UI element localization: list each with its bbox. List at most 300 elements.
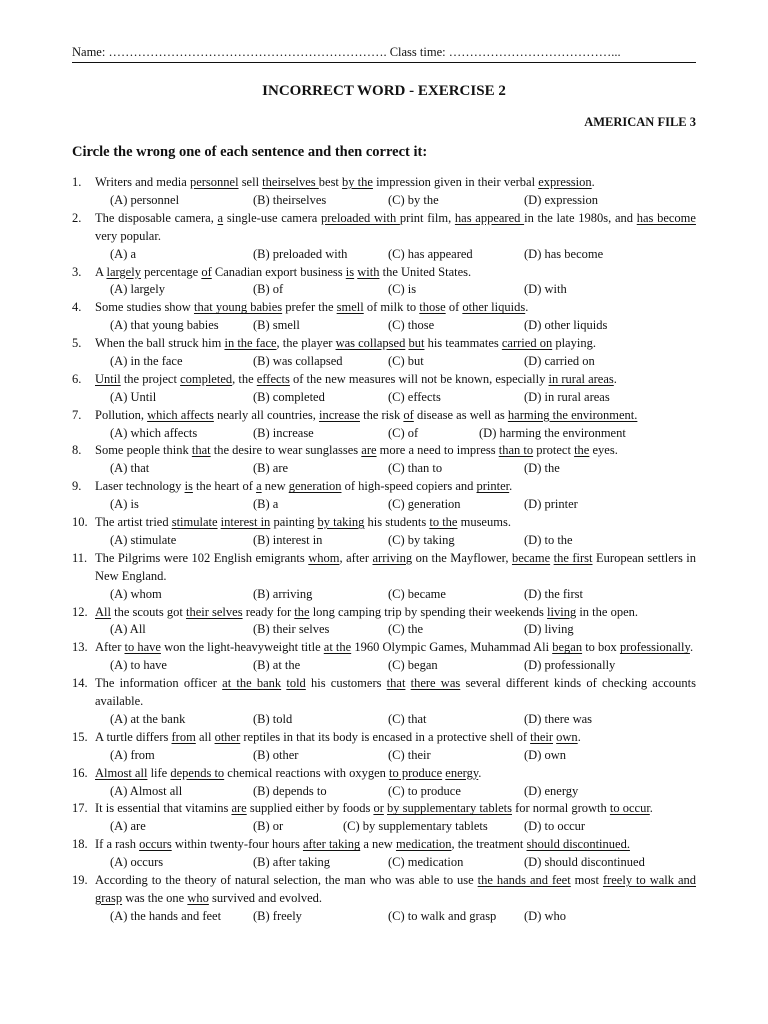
- sentence-text: very popular.: [95, 228, 161, 243]
- underlined-choice[interactable]: than to: [498, 443, 534, 458]
- answer-option[interactable]: (B) other: [253, 747, 299, 762]
- sentence-text: all: [195, 729, 215, 744]
- question-sentence: [72, 550, 696, 586]
- answer-option[interactable]: (C) than to: [388, 461, 443, 476]
- underlined-choice[interactable]: but: [408, 336, 425, 351]
- answer-options: [72, 246, 696, 264]
- answer-option[interactable]: (D) carried on: [524, 354, 595, 368]
- answer-option[interactable]: (C) effects: [388, 389, 441, 404]
- underlined-choice[interactable]: interest in: [220, 515, 271, 530]
- sentence-text: chemical reactions with oxygen: [224, 765, 390, 780]
- answer-option[interactable]: (D) who: [524, 908, 567, 923]
- underlined-choice[interactable]: in rural areas: [548, 371, 614, 386]
- underlined-choice[interactable]: are: [231, 801, 247, 816]
- sentence-text: , the: [232, 371, 257, 386]
- underlined-choice[interactable]: Until: [95, 371, 121, 386]
- sentence-text: the desire to wear sunglasses: [210, 443, 362, 458]
- underlined-choice[interactable]: there was: [410, 676, 461, 691]
- answer-option[interactable]: (B) arriving: [253, 586, 313, 601]
- underlined-choice[interactable]: generation: [288, 479, 342, 494]
- answer-option[interactable]: (C) became: [388, 586, 446, 601]
- sentence-text: .: [689, 640, 694, 655]
- answer-option[interactable]: (C) by supplementary tablets: [343, 819, 488, 834]
- sentence-text: to box: [582, 640, 620, 655]
- sentence-text: disease as well as: [413, 407, 508, 422]
- sentence-text: protect: [533, 443, 575, 458]
- underlined-choice[interactable]: became: [511, 550, 551, 565]
- answer-option[interactable]: (B) was collapsed: [253, 354, 343, 368]
- sentence-text: single-use camera: [223, 210, 321, 225]
- name-class-line: [72, 44, 696, 63]
- underlined-choice[interactable]: was collapsed: [335, 336, 406, 351]
- question-item: [72, 604, 696, 640]
- sentence-text: for normal growth: [511, 801, 610, 816]
- question-number: 9.: [72, 479, 82, 494]
- question-item: [72, 800, 696, 836]
- sentence-text: more a need to impress: [376, 443, 499, 458]
- sentence-text: When the ball struck him: [95, 336, 225, 351]
- sentence-text: print film,: [399, 210, 455, 225]
- sentence-text: in the open.: [576, 604, 638, 619]
- underlined-choice[interactable]: is: [345, 264, 355, 279]
- answer-options: [72, 783, 696, 801]
- answer-option[interactable]: (A) from: [110, 747, 155, 762]
- question-item: [72, 264, 696, 300]
- answer-option[interactable]: (B) increase: [253, 425, 314, 440]
- underlined-choice[interactable]: of: [201, 264, 212, 279]
- question-item: [72, 442, 696, 478]
- answer-options: [72, 317, 696, 335]
- answer-option[interactable]: (A) at the bank: [110, 711, 186, 726]
- question-item: [72, 478, 696, 514]
- underlined-choice[interactable]: professionally: [619, 640, 690, 655]
- sentence-text: of the new measures will not be known, especially: [289, 371, 549, 386]
- underlined-choice[interactable]: from: [171, 729, 196, 744]
- sentence-text: A turtle differs: [95, 729, 172, 744]
- sentence-text: The disposable camera,: [95, 210, 218, 225]
- answer-option[interactable]: (B) told: [253, 711, 293, 726]
- question-item: [72, 335, 696, 371]
- question-item: [72, 174, 696, 210]
- answer-options: [72, 281, 696, 299]
- underlined-choice[interactable]: of: [403, 407, 414, 422]
- sentence-text: According to the theory of natural selection, the man who was able to use: [95, 873, 478, 888]
- answer-option[interactable]: (D) there was: [524, 711, 593, 726]
- answer-options: [72, 389, 696, 407]
- answer-option[interactable]: (C) by the: [388, 192, 439, 207]
- underlined-choice[interactable]: other: [214, 729, 241, 744]
- underlined-choice[interactable]: completed: [180, 371, 233, 386]
- answer-options: [72, 586, 696, 604]
- underlined-choice[interactable]: carried on: [501, 336, 553, 351]
- answer-option[interactable]: (B) at the: [253, 658, 301, 673]
- sentence-text: playing.: [552, 336, 596, 351]
- sentence-text: most: [570, 873, 603, 888]
- question-sentence: [72, 407, 696, 425]
- answer-option[interactable]: (D) other liquids: [524, 318, 608, 333]
- sentence-text: .: [649, 801, 653, 816]
- underlined-choice[interactable]: who: [187, 890, 209, 905]
- sentence-text: European settlers in New England.: [95, 550, 697, 583]
- question-number: 5.: [72, 336, 82, 351]
- sentence-text: survived and evolved.: [208, 890, 323, 905]
- underlined-choice[interactable]: to occur: [609, 801, 650, 816]
- question-sentence: [72, 299, 696, 317]
- underlined-choice[interactable]: preloaded with: [321, 210, 400, 225]
- answer-option[interactable]: (A) Until: [110, 389, 157, 404]
- answer-option[interactable]: (B) depends to: [253, 783, 327, 798]
- underlined-choice[interactable]: which affects: [147, 407, 214, 422]
- underlined-choice[interactable]: printer: [476, 479, 510, 494]
- sentence-text: Some studies show: [95, 300, 194, 315]
- underlined-choice[interactable]: that: [191, 443, 211, 458]
- answer-option[interactable]: (C) the: [388, 622, 424, 637]
- sentence-text: .: [591, 175, 595, 189]
- underlined-choice[interactable]: a: [217, 210, 224, 225]
- sentence-text: .: [577, 729, 581, 744]
- answer-option[interactable]: (B) preloaded with: [253, 246, 348, 261]
- answer-option[interactable]: (C) of: [388, 425, 419, 440]
- sentence-text: the risk: [359, 407, 404, 422]
- sentence-text: his students: [364, 515, 430, 530]
- sentence-text: Laser technology: [95, 479, 185, 494]
- sentence-text: sell: [238, 175, 263, 189]
- sentence-text: .: [525, 300, 529, 315]
- answer-option[interactable]: (A) that young babies: [110, 318, 219, 333]
- sentence-text: on the Mayflower,: [412, 550, 512, 565]
- answer-options: [72, 192, 696, 210]
- underlined-choice[interactable]: stimulate: [171, 515, 218, 530]
- answer-option[interactable]: (D) in rural areas: [524, 389, 610, 404]
- underlined-choice[interactable]: in the face: [224, 336, 277, 351]
- underlined-choice[interactable]: arriving: [372, 550, 413, 565]
- answer-option[interactable]: (C) medication: [388, 855, 464, 870]
- answer-option[interactable]: (C) began: [388, 658, 438, 673]
- sentence-text: eyes.: [589, 443, 618, 458]
- sentence-text: It is essential that vitamins: [95, 801, 232, 816]
- underlined-choice[interactable]: smell: [336, 300, 364, 315]
- underlined-choice[interactable]: those: [419, 300, 446, 315]
- sentence-text: Writers and media: [95, 175, 190, 189]
- underlined-choice[interactable]: to the: [429, 515, 458, 530]
- sentence-text: in the late 1980s, and: [524, 210, 637, 225]
- answer-option[interactable]: (C) but: [388, 354, 424, 368]
- underlined-choice[interactable]: living: [547, 604, 577, 619]
- answer-option[interactable]: (D) professionally: [524, 658, 616, 673]
- underlined-choice[interactable]: by the: [342, 175, 373, 189]
- question-number: 16.: [72, 765, 88, 780]
- underlined-choice[interactable]: harming the environment.: [507, 407, 638, 422]
- answer-option[interactable]: (A) stimulate: [110, 532, 177, 547]
- name-label: Name: ………………………………………………………….: [72, 45, 387, 59]
- question-sentence: [72, 800, 696, 818]
- answer-option[interactable]: (B) after taking: [253, 855, 331, 870]
- question-number: 19.: [72, 873, 88, 888]
- sentence-text: impression given in their verbal: [372, 175, 539, 189]
- question-sentence: [72, 872, 696, 908]
- underlined-choice[interactable]: the hands and feet: [477, 873, 571, 888]
- underlined-choice[interactable]: whom: [308, 550, 340, 565]
- answer-options: [72, 353, 696, 371]
- question-sentence: [72, 836, 696, 854]
- underlined-choice[interactable]: effects: [256, 371, 290, 386]
- question-sentence: [72, 729, 696, 747]
- underlined-choice[interactable]: to produce: [389, 765, 443, 780]
- underlined-choice[interactable]: are: [361, 443, 377, 458]
- underlined-choice[interactable]: own: [556, 729, 578, 744]
- answer-option[interactable]: (D) energy: [524, 783, 579, 798]
- sentence-text: , the player: [276, 336, 336, 351]
- underlined-choice[interactable]: a: [256, 479, 262, 494]
- underlined-choice[interactable]: their selves: [185, 604, 243, 619]
- sentence-text: the United States.: [379, 264, 472, 279]
- sentence-text: The Pilgrims were 102 English emigrants: [95, 550, 309, 565]
- sentence-text: new: [261, 479, 289, 494]
- underlined-choice[interactable]: personnel: [189, 175, 239, 189]
- answer-option[interactable]: (A) a: [110, 246, 137, 261]
- question-number: 12.: [72, 604, 88, 619]
- answer-options: [72, 532, 696, 550]
- answer-options: [72, 621, 696, 639]
- sentence-text: of milk to: [363, 300, 420, 315]
- answer-option[interactable]: (D) should discontinued: [524, 855, 645, 870]
- answer-option[interactable]: (D) printer: [524, 497, 578, 512]
- answer-option[interactable]: (C) that: [388, 711, 427, 726]
- sentence-text: within twenty-four hours: [171, 837, 303, 852]
- underlined-choice[interactable]: medication: [395, 837, 452, 852]
- question-sentence: [72, 371, 696, 389]
- answer-option[interactable]: (C) their: [388, 747, 431, 762]
- answer-option[interactable]: (B) interest in: [253, 532, 323, 547]
- question-list: [72, 174, 696, 926]
- answer-option[interactable]: (B) theirselves: [253, 192, 327, 207]
- sentence-text: prefer the: [282, 300, 337, 315]
- answer-option[interactable]: (D) living: [524, 622, 574, 637]
- underlined-choice[interactable]: All: [95, 604, 111, 619]
- underlined-choice[interactable]: by taking: [317, 515, 365, 530]
- underlined-choice[interactable]: has appeared: [454, 210, 525, 225]
- underlined-choice[interactable]: other liquids: [462, 300, 526, 315]
- underlined-choice[interactable]: Almost all: [95, 765, 148, 780]
- answer-option[interactable]: (A) which affects: [110, 425, 198, 440]
- answer-option[interactable]: (D) own: [524, 747, 567, 762]
- answer-option[interactable]: (D) has become: [524, 246, 604, 261]
- sentence-text: won the light-heavyweight title: [160, 640, 324, 655]
- question-item: [72, 514, 696, 550]
- sentence-text: .: [478, 765, 482, 780]
- answer-options: [72, 711, 696, 729]
- sentence-text: Canadian export business: [211, 264, 346, 279]
- underlined-choice[interactable]: largely: [106, 264, 141, 279]
- sentence-text: ready for: [242, 604, 295, 619]
- underlined-choice[interactable]: told: [286, 676, 306, 691]
- sentence-text: , after: [339, 550, 373, 565]
- question-item: [72, 407, 696, 443]
- underlined-choice[interactable]: with: [357, 264, 380, 279]
- underlined-choice[interactable]: to have: [124, 640, 161, 655]
- underlined-choice[interactable]: occurs: [139, 837, 172, 852]
- question-number: 15.: [72, 729, 88, 744]
- underlined-choice[interactable]: should discontinued.: [526, 837, 630, 852]
- question-item: [72, 550, 696, 604]
- underlined-choice[interactable]: is: [184, 479, 193, 494]
- answer-option[interactable]: (B) their selves: [253, 622, 330, 637]
- sentence-text: best: [318, 175, 343, 189]
- answer-option[interactable]: (A) personnel: [110, 192, 180, 207]
- answer-option[interactable]: (A) to have: [110, 658, 167, 673]
- answer-option[interactable]: (B) completed: [253, 389, 325, 404]
- underlined-choice[interactable]: began: [552, 640, 583, 655]
- sentence-text: of: [445, 300, 463, 315]
- answer-option[interactable]: (A) Almost all: [110, 783, 183, 798]
- answer-option[interactable]: (A) is: [110, 497, 139, 512]
- underlined-choice[interactable]: depends to: [170, 765, 225, 780]
- answer-options: [72, 657, 696, 675]
- question-item: [72, 639, 696, 675]
- underlined-choice[interactable]: at the bank: [222, 676, 282, 691]
- sentence-text: a new: [360, 837, 396, 852]
- sentence-text: , the treatment: [451, 837, 527, 852]
- answer-option[interactable]: (C) those: [388, 318, 435, 333]
- class-time-label: Class time: …………………………………...: [389, 45, 621, 59]
- answer-option[interactable]: (A) in the face: [110, 354, 183, 368]
- answer-options: [72, 496, 696, 514]
- underlined-choice[interactable]: theirselves: [262, 175, 319, 189]
- sentence-text: long camping trip by spending their weekends: [309, 604, 548, 619]
- question-number: 3.: [72, 264, 82, 279]
- sentence-text: the scouts got: [110, 604, 186, 619]
- question-number: 17.: [72, 801, 88, 816]
- sentence-text: supplied either by foods: [246, 801, 374, 816]
- answer-option[interactable]: (A) largely: [110, 282, 165, 297]
- question-item: [72, 836, 696, 872]
- question-number: 6.: [72, 371, 82, 386]
- underlined-choice[interactable]: their: [530, 729, 554, 744]
- answer-option[interactable]: (B) or: [253, 819, 284, 834]
- underlined-choice[interactable]: that: [386, 676, 406, 691]
- answer-option[interactable]: (D) the: [524, 461, 560, 476]
- question-sentence: [72, 675, 696, 711]
- answer-option[interactable]: (B) of: [253, 282, 284, 297]
- underlined-choice[interactable]: has become: [636, 210, 696, 225]
- answer-option[interactable]: (B) are: [253, 461, 289, 476]
- question-number: 11.: [72, 550, 88, 565]
- sentence-text: 1960 Olympic Games, Muhammad Ali: [351, 640, 553, 655]
- answer-option[interactable]: (C) to walk and grasp: [388, 908, 497, 923]
- question-number: 2.: [72, 210, 82, 225]
- question-number: 18.: [72, 837, 88, 852]
- question-number: 14.: [72, 676, 88, 691]
- question-item: [72, 675, 696, 729]
- underlined-choice[interactable]: freely to walk and grasp: [95, 873, 697, 905]
- question-sentence: [72, 442, 696, 460]
- answer-option[interactable]: (B) smell: [253, 318, 300, 333]
- answer-option[interactable]: (A) the hands and feet: [110, 908, 222, 923]
- answer-option[interactable]: (D) to the: [524, 532, 573, 547]
- sentence-text: percentage: [140, 264, 202, 279]
- underlined-choice[interactable]: energy: [445, 765, 479, 780]
- answer-option[interactable]: (A) All: [110, 622, 146, 637]
- sentence-text: A: [95, 264, 107, 279]
- answer-option[interactable]: (D) to occur: [524, 819, 586, 834]
- sentence-text: Some people think: [95, 443, 192, 458]
- question-sentence: [72, 335, 696, 353]
- sentence-text: life: [147, 765, 171, 780]
- question-number: 7.: [72, 407, 82, 422]
- answer-option[interactable]: (C) generation: [388, 497, 461, 512]
- answer-option[interactable]: (B) freely: [253, 908, 302, 923]
- question-number: 13.: [72, 640, 88, 655]
- question-sentence: [72, 210, 696, 246]
- sentence-text: the heart of: [192, 479, 257, 494]
- underlined-choice[interactable]: or: [373, 801, 384, 816]
- answer-option[interactable]: (A) occurs: [110, 855, 164, 870]
- question-sentence: [72, 604, 696, 622]
- sentence-text: his customers: [305, 676, 387, 691]
- underlined-choice[interactable]: that young babies: [193, 300, 283, 315]
- sentence-text: of high-speed copiers and: [341, 479, 477, 494]
- underlined-choice[interactable]: the: [294, 604, 310, 619]
- answer-options: [72, 747, 696, 765]
- answer-option[interactable]: (D) with: [524, 282, 567, 297]
- answer-options: [72, 460, 696, 478]
- underlined-choice[interactable]: by supplementary tablets: [386, 801, 512, 816]
- source-label: AMERICAN FILE 3: [584, 115, 696, 129]
- question-sentence: [72, 174, 696, 192]
- answer-option[interactable]: (D) harming the environment: [479, 425, 626, 440]
- sentence-text: nearly all countries,: [213, 407, 320, 422]
- underlined-choice[interactable]: increase: [319, 407, 360, 422]
- question-number: 10.: [72, 515, 88, 530]
- answer-options: [72, 425, 696, 443]
- question-sentence: [72, 514, 696, 532]
- question-number: 4.: [72, 300, 82, 315]
- answer-option[interactable]: (C) is: [388, 282, 417, 297]
- sentence-text: painting: [270, 515, 318, 530]
- underlined-choice[interactable]: expression: [538, 175, 592, 189]
- question-number: 8.: [72, 443, 82, 458]
- instruction-text: Circle the wrong one of each sentence and then correct it:: [72, 144, 428, 160]
- question-item: [72, 729, 696, 765]
- question-item: [72, 210, 696, 264]
- sentence-text: several different kinds of checking accounts available.: [95, 676, 696, 709]
- question-sentence: [72, 765, 696, 783]
- question-sentence: [72, 639, 696, 657]
- underlined-choice[interactable]: the: [574, 443, 590, 458]
- answer-option[interactable]: (D) the first: [524, 586, 584, 601]
- answer-option[interactable]: (A) are: [110, 819, 146, 834]
- answer-option[interactable]: (C) by taking: [388, 532, 455, 547]
- answer-option[interactable]: (C) to produce: [388, 783, 461, 798]
- answer-option[interactable]: (D) expression: [524, 192, 598, 207]
- answer-option[interactable]: (A) whom: [110, 586, 162, 601]
- answer-options: [72, 818, 696, 836]
- answer-option[interactable]: (B) a: [253, 497, 279, 512]
- answer-options: [72, 908, 696, 926]
- sentence-text: his teammates: [424, 336, 502, 351]
- answer-option[interactable]: (A) that: [110, 461, 150, 476]
- sentence-text: If a rash: [95, 837, 140, 852]
- underlined-choice[interactable]: at the: [323, 640, 352, 655]
- worksheet-title: INCORRECT WORD - EXERCISE 2: [262, 83, 506, 99]
- underlined-choice[interactable]: the first: [553, 550, 593, 565]
- sentence-text: Pollution,: [95, 407, 148, 422]
- answer-option[interactable]: (C) has appeared: [388, 246, 473, 261]
- question-item: [72, 299, 696, 335]
- sentence-text: was the one: [122, 890, 188, 905]
- question-sentence: [72, 264, 696, 282]
- underlined-choice[interactable]: after taking: [302, 837, 361, 852]
